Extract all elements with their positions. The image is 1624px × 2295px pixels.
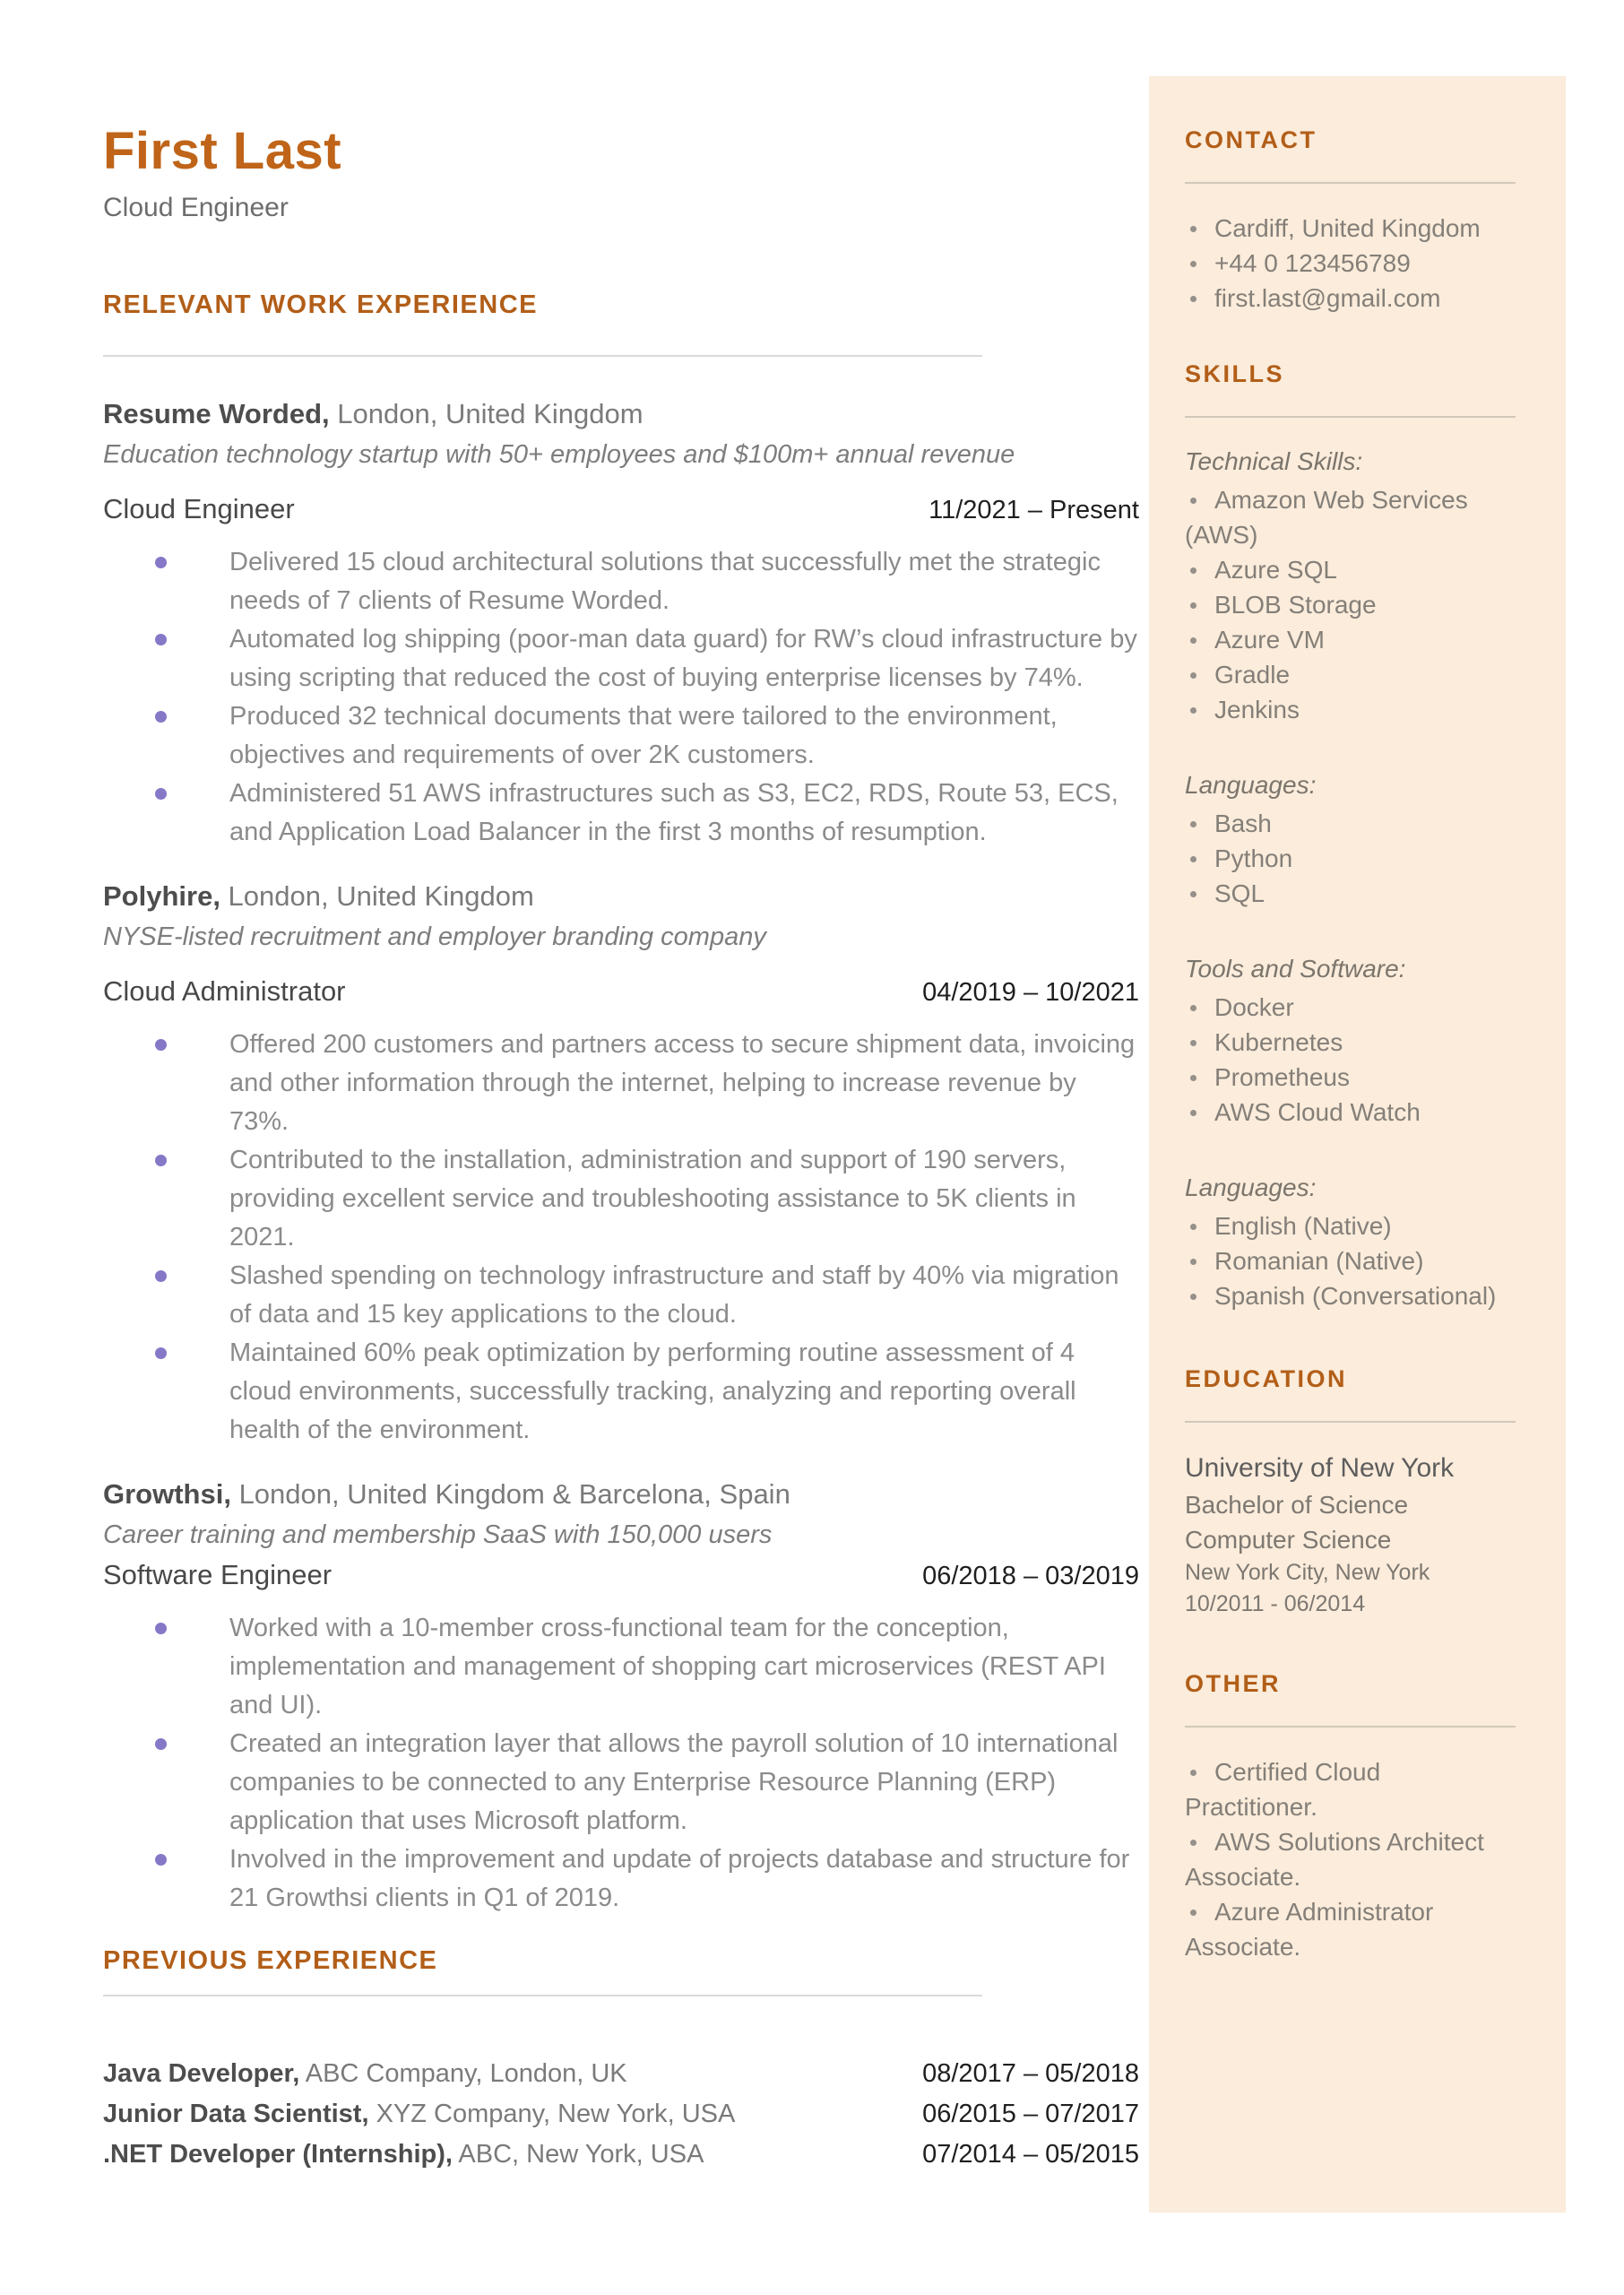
skill-item-text: Jenkins bbox=[1214, 696, 1300, 723]
bullet-dot-icon bbox=[155, 1039, 167, 1051]
skill-item bbox=[1185, 1278, 1516, 1313]
skill-item bbox=[1185, 841, 1516, 876]
job-title: Software Engineer bbox=[103, 1559, 333, 1590]
previous-role-line bbox=[103, 2054, 627, 2094]
bullet-item bbox=[103, 620, 1139, 697]
person-title: Cloud Engineer bbox=[103, 193, 289, 222]
job-dates: 11/2021 – Present bbox=[929, 496, 1139, 524]
bullet-dot-icon bbox=[1190, 498, 1196, 504]
previous-experience-row bbox=[103, 2094, 1139, 2135]
role-line bbox=[103, 974, 1139, 1009]
company-name: Resume Worded, bbox=[103, 398, 330, 429]
skill-item bbox=[1185, 657, 1516, 692]
company-name: Growthsi, bbox=[103, 1478, 231, 1510]
education-dates: 10/2011 - 06/2014 bbox=[1185, 1591, 1366, 1616]
school-location: New York City, New York bbox=[1185, 1560, 1430, 1585]
section-divider bbox=[1185, 1421, 1516, 1423]
bullet-item bbox=[103, 1257, 1139, 1334]
bullet-text: Worked with a 10-member cross-functional team for the conception, implementation and management of shopping cart microservices (REST API and UI). bbox=[229, 1614, 1106, 1719]
skill-item bbox=[1185, 622, 1516, 657]
certification-item bbox=[1185, 1754, 1516, 1824]
previous-role: Junior Data Scientist, bbox=[103, 2100, 369, 2128]
jobs-list bbox=[103, 396, 1139, 1918]
bullet-dot-icon bbox=[155, 1738, 167, 1750]
bullet-item bbox=[103, 1609, 1139, 1725]
skill-item bbox=[1185, 587, 1516, 622]
certification-item bbox=[1185, 1894, 1516, 1964]
skill-item-text: Python bbox=[1214, 844, 1293, 872]
skill-item bbox=[1185, 1095, 1516, 1130]
contact-item bbox=[1185, 246, 1516, 281]
job-bullets bbox=[103, 543, 1139, 852]
skill-item bbox=[1185, 990, 1516, 1025]
skill-item bbox=[1185, 1243, 1516, 1278]
skill-group-label: Languages: bbox=[1185, 771, 1317, 799]
previous-dates: 08/2017 – 05/2018 bbox=[922, 2059, 1139, 2088]
section-divider bbox=[1185, 182, 1516, 184]
degree: Bachelor of Science bbox=[1185, 1491, 1409, 1519]
job-dates: 04/2019 – 10/2021 bbox=[922, 978, 1139, 1007]
bullet-item bbox=[103, 697, 1139, 775]
previous-experience-row bbox=[103, 2054, 1139, 2094]
skill-item-text: Azure SQL bbox=[1214, 556, 1337, 584]
section-divider bbox=[1185, 1726, 1516, 1728]
bullet-dot-icon bbox=[1190, 1005, 1196, 1011]
skill-item bbox=[1185, 806, 1516, 841]
skill-item-text: Amazon Web Services (AWS) bbox=[1185, 486, 1468, 549]
role-line bbox=[103, 1557, 1139, 1593]
job-title: Cloud Engineer bbox=[103, 493, 295, 524]
job-bullets bbox=[103, 1026, 1139, 1450]
skill-group bbox=[1185, 1171, 1516, 1313]
previous-role: .NET Developer (Internship), bbox=[103, 2140, 453, 2169]
skill-item-text: Romanian (Native) bbox=[1214, 1247, 1424, 1275]
skill-group bbox=[1185, 952, 1516, 1130]
skill-item-text: English (Native) bbox=[1214, 1212, 1392, 1240]
bullet-item bbox=[103, 775, 1139, 852]
skill-item-text: SQL bbox=[1214, 879, 1266, 907]
skill-item-text: Prometheus bbox=[1214, 1063, 1350, 1091]
skill-group-label: Tools and Software: bbox=[1185, 955, 1406, 983]
bullet-dot-icon bbox=[1190, 226, 1196, 232]
bullet-text: Maintained 60% peak optimization by performing routine assessment of 4 cloud environments, successfully tracking, analyzing and reporting overall health of the environment. bbox=[229, 1338, 1076, 1444]
skill-item bbox=[1185, 552, 1516, 587]
certification-item bbox=[1185, 1824, 1516, 1894]
bullet-dot-icon bbox=[1190, 637, 1196, 644]
bullet-text: Slashed spending on technology infrastructure and staff by 40% via migration of data and 15 key applications to the cloud. bbox=[229, 1261, 1119, 1329]
company-line bbox=[103, 879, 1139, 914]
bullet-dot-icon bbox=[155, 1347, 167, 1359]
bullet-text: Produced 32 technical documents that were tailored to the environment, objectives and requirements of over 2K customers. bbox=[229, 702, 1058, 769]
skill-item-text: AWS Cloud Watch bbox=[1214, 1098, 1421, 1126]
bullet-dot-icon bbox=[155, 1854, 167, 1866]
skill-item bbox=[1185, 1208, 1516, 1243]
job-entry bbox=[103, 396, 1139, 852]
previous-dates: 06/2015 – 07/2017 bbox=[922, 2100, 1139, 2128]
skill-item-text: Spanish (Conversational) bbox=[1214, 1282, 1497, 1310]
bullet-text: Automated log shipping (poor-man data guard) for RW’s cloud infrastructure by using scripting that reduced the cost of buying enterprise licenses by 74%. bbox=[229, 625, 1137, 692]
bullet-dot-icon bbox=[1190, 1259, 1196, 1265]
bullet-dot-icon bbox=[155, 1155, 167, 1166]
previous-company: ABC, New York, USA bbox=[452, 2140, 704, 2169]
certification-text: Certified Cloud Practitioner. bbox=[1185, 1758, 1381, 1821]
contact-list bbox=[1185, 211, 1516, 316]
skill-group bbox=[1185, 445, 1516, 727]
previous-experience-row bbox=[103, 2135, 1139, 2175]
bullet-item bbox=[103, 1026, 1139, 1141]
section-heading-previous-experience: PREVIOUS EXPERIENCE bbox=[103, 1946, 438, 1975]
bullet-dot-icon bbox=[1190, 1840, 1196, 1846]
skill-item-text: Gradle bbox=[1214, 661, 1291, 688]
bullet-dot-icon bbox=[155, 711, 167, 723]
previous-role-line bbox=[103, 2094, 735, 2135]
certification-text: Azure Administrator Associate. bbox=[1185, 1898, 1434, 1961]
company-location: London, United Kingdom bbox=[220, 880, 534, 912]
previous-role: Java Developer, bbox=[103, 2059, 300, 2088]
skill-items bbox=[1185, 990, 1516, 1130]
other-list bbox=[1185, 1754, 1516, 1964]
previous-company: ABC Company, London, UK bbox=[299, 2059, 627, 2088]
person-name: First Last bbox=[103, 122, 342, 180]
job-dates: 06/2018 – 03/2019 bbox=[922, 1562, 1139, 1590]
bullet-dot-icon bbox=[155, 557, 167, 568]
bullet-text: Created an integration layer that allows the payroll solution of 10 international companies to be connected to any Enterprise Resource Planning (ERP) application that uses Microsoft platform. bbox=[229, 1729, 1119, 1835]
bullet-dot-icon bbox=[1190, 1075, 1196, 1081]
section-divider bbox=[103, 1995, 982, 1996]
bullet-dot-icon bbox=[1190, 672, 1196, 679]
bullet-text: Administered 51 AWS infrastructures such as S3, EC2, RDS, Route 53, ECS, and Application Load Balancer in the first 3 months of resumption. bbox=[229, 779, 1119, 846]
skill-group-label: Technical Skills: bbox=[1185, 447, 1363, 475]
bullet-item bbox=[103, 543, 1139, 620]
skill-item-text: Docker bbox=[1214, 993, 1294, 1021]
bullet-dot-icon bbox=[1190, 1224, 1196, 1230]
previous-experience-list bbox=[103, 2054, 1139, 2175]
main-column bbox=[103, 0, 1139, 2175]
bullet-dot-icon bbox=[155, 788, 167, 800]
previous-dates: 07/2014 – 05/2015 bbox=[922, 2140, 1139, 2169]
bullet-dot-icon bbox=[1190, 891, 1196, 897]
bullet-dot-icon bbox=[1190, 856, 1196, 862]
skill-item bbox=[1185, 482, 1516, 552]
skills-heading: SKILLS bbox=[1185, 360, 1285, 387]
company-location: London, United Kingdom bbox=[329, 398, 644, 429]
contact-item bbox=[1185, 211, 1516, 246]
skill-item bbox=[1185, 692, 1516, 727]
education-heading: EDUCATION bbox=[1185, 1365, 1347, 1392]
major: Computer Science bbox=[1185, 1526, 1392, 1554]
skills-groups bbox=[1185, 445, 1516, 1313]
skill-item-text: Kubernetes bbox=[1214, 1028, 1343, 1056]
role-line bbox=[103, 491, 1139, 527]
sidebar bbox=[1149, 76, 1566, 2213]
bullet-text: Delivered 15 cloud architectural solutions that successfully met the strategic needs of 7 clients of Resume Worded. bbox=[229, 548, 1101, 615]
section-divider bbox=[1185, 416, 1516, 418]
bullet-text: Involved in the improvement and update of projects database and structure for 21 Growthsi clients in Q1 of 2019. bbox=[229, 1845, 1130, 1912]
skill-item-text: BLOB Storage bbox=[1214, 591, 1377, 619]
company-description: Career training and membership SaaS with 150,000 users bbox=[103, 1520, 773, 1549]
bullet-dot-icon bbox=[1190, 1770, 1196, 1776]
bullet-item bbox=[103, 1725, 1139, 1840]
company-location: London, United Kingdom & Barcelona, Spain bbox=[230, 1478, 790, 1510]
skill-group bbox=[1185, 768, 1516, 911]
bullet-item bbox=[103, 1334, 1139, 1450]
bullet-text: Offered 200 customers and partners access to secure shipment data, invoicing and other information through the internet, helping to increase revenue by 73%. bbox=[229, 1030, 1136, 1136]
previous-role-line bbox=[103, 2135, 704, 2175]
job-bullets bbox=[103, 1609, 1139, 1918]
job-entry bbox=[103, 1477, 1139, 1918]
company-description: Education technology startup with 50+ employees and $100m+ annual revenue bbox=[103, 440, 1015, 469]
skill-items bbox=[1185, 482, 1516, 727]
company-description: NYSE-listed recruitment and employer branding company bbox=[103, 922, 766, 951]
company-line bbox=[103, 1477, 1139, 1512]
bullet-dot-icon bbox=[155, 1270, 167, 1282]
bullet-item bbox=[103, 1141, 1139, 1257]
contact-heading: CONTACT bbox=[1185, 126, 1317, 153]
bullet-dot-icon bbox=[1190, 602, 1196, 609]
contact-item-text: +44 0 123456789 bbox=[1214, 249, 1411, 277]
bullet-dot-icon bbox=[1190, 296, 1196, 302]
skill-item bbox=[1185, 1060, 1516, 1095]
bullet-dot-icon bbox=[1190, 1294, 1196, 1300]
skill-item-text: Azure VM bbox=[1214, 626, 1325, 654]
skill-item bbox=[1185, 876, 1516, 911]
company-line bbox=[103, 396, 1139, 432]
bullet-dot-icon bbox=[1190, 1040, 1196, 1046]
skill-item bbox=[1185, 1025, 1516, 1060]
school-name: University of New York bbox=[1185, 1453, 1455, 1483]
skill-items bbox=[1185, 1208, 1516, 1313]
bullet-dot-icon bbox=[1190, 1910, 1196, 1916]
contact-item-text: first.last@gmail.com bbox=[1214, 284, 1441, 312]
job-entry bbox=[103, 879, 1139, 1450]
bullet-text: Contributed to the installation, administration and support of 190 servers, providing excellent service and troubleshooting assistance to 5K clients in 2021. bbox=[229, 1146, 1076, 1251]
other-heading: OTHER bbox=[1185, 1670, 1281, 1697]
skill-group-label: Languages: bbox=[1185, 1173, 1317, 1201]
job-title: Cloud Administrator bbox=[103, 975, 346, 1007]
contact-item-text: Cardiff, United Kingdom bbox=[1214, 214, 1481, 242]
skill-items bbox=[1185, 806, 1516, 911]
certification-text: AWS Solutions Architect Associate. bbox=[1185, 1828, 1484, 1891]
company-name: Polyhire, bbox=[103, 880, 220, 912]
skill-item-text: Bash bbox=[1214, 810, 1272, 837]
bullet-dot-icon bbox=[1190, 707, 1196, 714]
bullet-dot-icon bbox=[155, 634, 167, 645]
contact-item bbox=[1185, 281, 1516, 316]
previous-company: XYZ Company, New York, USA bbox=[368, 2100, 736, 2128]
section-divider bbox=[103, 355, 982, 357]
bullet-dot-icon bbox=[1190, 821, 1196, 827]
bullet-item bbox=[103, 1840, 1139, 1918]
bullet-dot-icon bbox=[1190, 567, 1196, 574]
bullet-dot-icon bbox=[155, 1623, 167, 1634]
education-entry bbox=[1185, 1450, 1516, 1620]
bullet-dot-icon bbox=[1190, 261, 1196, 267]
bullet-dot-icon bbox=[1190, 1110, 1196, 1116]
section-heading-relevant-experience: RELEVANT WORK EXPERIENCE bbox=[103, 290, 539, 319]
